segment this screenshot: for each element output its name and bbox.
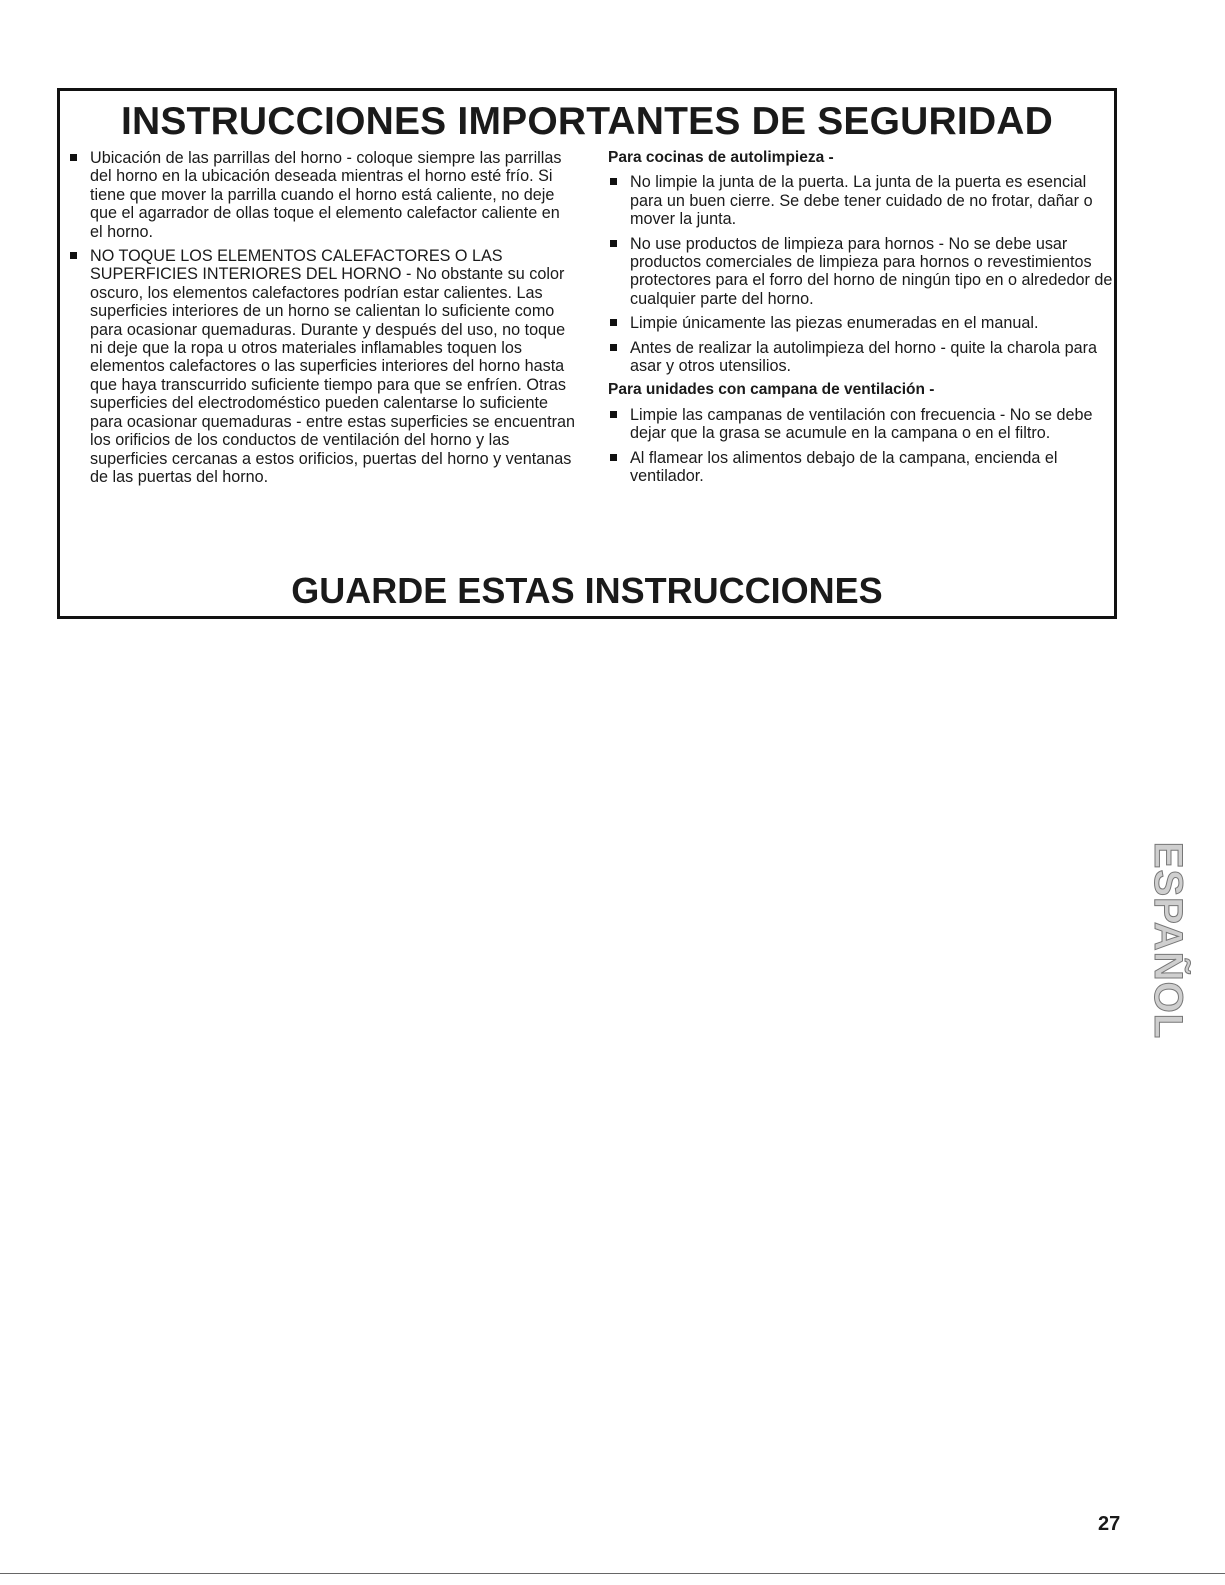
safety-instructions-box [57, 88, 1117, 619]
right-column [608, 149, 1113, 492]
list-item: Limpie únicamente las piezas enumeradas en el manual. [608, 314, 1113, 332]
list-item: Ubicación de las parrillas del horno - coloque siempre las parrillas del horno en la ubicación deseada mientras el horno esté frío. Si tiene que mover la parrilla cuando el horno está caliente, no deje que el agarrador de ollas toque el elemento calefactor caliente en el horno. [68, 149, 576, 241]
list-item: NO TOQUE LOS ELEMENTOS CALEFACTORES O LAS SUPERFICIES INTERIORES DEL HORNO - No obstante su color oscuro, los elementos calefactores podrían estar calientes. Las superficies interiores de un horno se calientan lo suficiente como para ocasionar quemaduras. Durante y después del uso, no toque ni deje que la ropa u otros materiales inflamables toquen los elementos calefactores o las superficies interiores del horno hasta que haya transcurrido suficiente tiempo para que se enfríen. Otras superficies del electrodoméstico pueden calentarse lo suficiente para ocasionar quemaduras - entre estas superficies se encuentran los orificios de los conductos de ventilación del horno y las superficies cercanas a estos orificios, puertas del horno y ventanas de las puertas del horno. [68, 247, 576, 486]
square-bullet-icon [70, 252, 77, 259]
vent-hood-heading: Para unidades con campana de ventilación - [608, 381, 935, 399]
square-bullet-icon [610, 411, 617, 418]
bottom-rule [0, 1573, 1225, 1574]
vent-hood-list [608, 406, 1113, 486]
square-bullet-icon [610, 178, 617, 185]
page-number: 27 [1098, 1513, 1121, 1535]
list-item: Limpie las campanas de ventilación con frecuencia - No se debe dejar que la grasa se acumule en la campana o en el filtro. [608, 406, 1113, 443]
language-side-tab [1146, 820, 1191, 1060]
square-bullet-icon [610, 344, 617, 351]
self-clean-list [608, 173, 1113, 375]
square-bullet-icon [70, 154, 77, 161]
safety-title: INSTRUCCIONES IMPORTANTES DE SEGURIDAD [120, 100, 1054, 143]
list-item: Antes de realizar la autolimpieza del horno - quite la charola para asar y otros utensilios. [608, 339, 1113, 376]
left-column [68, 149, 576, 492]
list-item: No limpie la junta de la puerta. La junta de la puerta es esencial para un buen cierre. Se debe tener cuidado de no frotar, dañar o mover la junta. [608, 173, 1113, 228]
square-bullet-icon [610, 319, 617, 326]
square-bullet-icon [610, 240, 617, 247]
language-tab-label: ESPAÑOL [1146, 841, 1191, 1039]
self-clean-heading: Para cocinas de autolimpieza - [608, 149, 834, 166]
list-item: Al flamear los alimentos debajo de la campana, encienda el ventilador. [608, 449, 1113, 486]
list-item: No use productos de limpieza para hornos - No se debe usar productos comerciales de limpieza para hornos o revestimientos protectores para el forro del horno de ningún tipo en o alrededor de cualquier parte del horno. [608, 235, 1113, 309]
left-bullet-list [68, 149, 576, 486]
save-instructions-title: GUARDE ESTAS INSTRUCCIONES [291, 570, 883, 611]
square-bullet-icon [610, 454, 617, 461]
